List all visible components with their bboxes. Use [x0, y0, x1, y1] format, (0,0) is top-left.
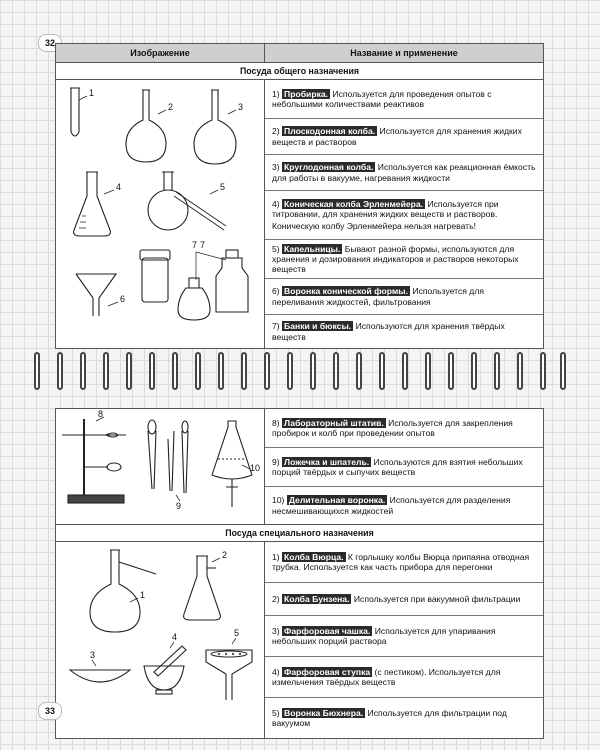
illustration-general-glassware	[56, 80, 265, 349]
desc-row: 2) Колба Бунзена. Используется при вакуумной фильтрации	[265, 583, 543, 616]
term-label: Воронка Бюхнера.	[284, 707, 364, 718]
term-label: Пробирка.	[284, 88, 329, 99]
illustration-special-glassware	[56, 542, 265, 739]
figure-label-s5: 5	[234, 628, 240, 638]
figure-label-7b: 7	[200, 240, 206, 250]
term-label: Колба Вюрца.	[284, 551, 344, 562]
figure-label-9: 9	[176, 501, 182, 511]
desc-row: 5) Капельницы. Бывают разной формы, используются для хранения и дозирования индикаторов и растворов некоторых веществ	[265, 240, 543, 279]
desc-row: 7) Банки и бюксы. Используются для хранения твёрдых веществ	[272, 321, 505, 342]
desc-row: 4) Фарфоровая ступка (с пестиком). Используется для измельчения твёрдых веществ	[265, 657, 543, 698]
stand-descriptions	[265, 409, 544, 525]
warning-note: Коническую колбу Эрленмейера нельзя нагревать!	[272, 221, 476, 232]
glassware-drawing	[56, 80, 265, 338]
special-drawing	[56, 542, 265, 702]
spiral-binding	[34, 352, 566, 392]
figure-label-6: 6	[120, 294, 126, 304]
desc-row: 8) Лабораторный штатив. Используется для закрепления пробирок и колб при проведении опытов	[265, 409, 543, 448]
desc-row: 2) Плоскодонная колба. Используется для хранения жидких веществ и растворов	[265, 119, 543, 155]
figure-label-5: 5	[220, 182, 226, 192]
figure-label-3: 3	[238, 102, 244, 112]
term-label: Капельницы.	[284, 243, 341, 254]
desc-row: 3) Круглодонная колба. Используется как реакционная ёмкость для работы в вакууме, нагревания жидкости	[265, 155, 543, 191]
page-number-top: 32	[38, 34, 62, 52]
figure-label-s3: 3	[90, 650, 96, 660]
illustration-stand-tools	[56, 409, 265, 525]
term-label: Лабораторный штатив.	[284, 417, 384, 428]
figure-label-7a: 7	[192, 240, 198, 250]
desc-row: 1) Колба Вюрца. К горлышку колбы Вюрца припаяна отводная трубка. Используется как часть прибора для перегонки	[265, 542, 543, 583]
stand-drawing	[56, 409, 265, 514]
special-descriptions	[265, 542, 544, 739]
term-label: Делительная воронка.	[288, 495, 386, 506]
figure-label-s4: 4	[172, 632, 178, 642]
term-label: Круглодонная колба.	[284, 162, 374, 173]
desc-row: 5) Воронка Бюхнера. Используется для фильтрации под вакуумом	[272, 707, 507, 728]
figure-label-8: 8	[98, 409, 104, 419]
column-header-name: Название и применение	[265, 44, 544, 63]
term-label: Плоскодонная колба.	[284, 126, 376, 137]
general-descriptions	[265, 80, 544, 349]
section-title-general: Посуда общего назначения	[56, 63, 544, 80]
figure-label-s1: 1	[140, 590, 146, 600]
term-label: Ложечка и шпатель.	[284, 456, 370, 467]
term-label: Воронка конической формы.	[284, 286, 408, 297]
term-label: Колба Бунзена.	[284, 593, 350, 604]
term-label: Фарфоровая ступка	[284, 666, 371, 677]
figure-label-s2: 2	[222, 550, 228, 560]
term-label: Фарфоровая чашка.	[284, 625, 371, 636]
term-label: Банки и бюксы.	[284, 321, 352, 332]
special-glassware-table	[55, 408, 544, 739]
term-label: Коническая колба Эрленмейера.	[284, 198, 424, 209]
desc-row: 10) Делительная воронка. Используется для разделения несмешивающихся жидкостей	[272, 495, 511, 516]
column-header-image: Изображение	[56, 44, 265, 63]
page-number-bottom: 33	[38, 702, 62, 720]
desc-row: 4) Коническая колба Эрленмейера. Используется при титровании, для хранения жидких веществ и растворов. Коническую колбу Эрленмейера нельзя нагревать!	[265, 191, 543, 240]
figure-label-1: 1	[89, 88, 95, 98]
figure-label-2: 2	[168, 102, 174, 112]
figure-label-10: 10	[250, 463, 261, 473]
desc-row: 6) Воронка конической формы. Используется для переливания жидкостей, фильтрования	[265, 279, 543, 315]
desc-row: 1) Пробирка. Используется для проведения опытов с небольшими количествами реактивов	[265, 80, 543, 119]
figure-label-4: 4	[116, 182, 122, 192]
desc-row: 9) Ложечка и шпатель. Используются для взятия небольших порций твёрдых и сыпучих веществ	[265, 448, 543, 487]
general-glassware-table	[55, 43, 544, 349]
desc-row: 3) Фарфоровая чашка. Используется для упаривания небольших порций раствора	[265, 616, 543, 657]
section-title-special: Посуда специального назначения	[56, 525, 544, 542]
